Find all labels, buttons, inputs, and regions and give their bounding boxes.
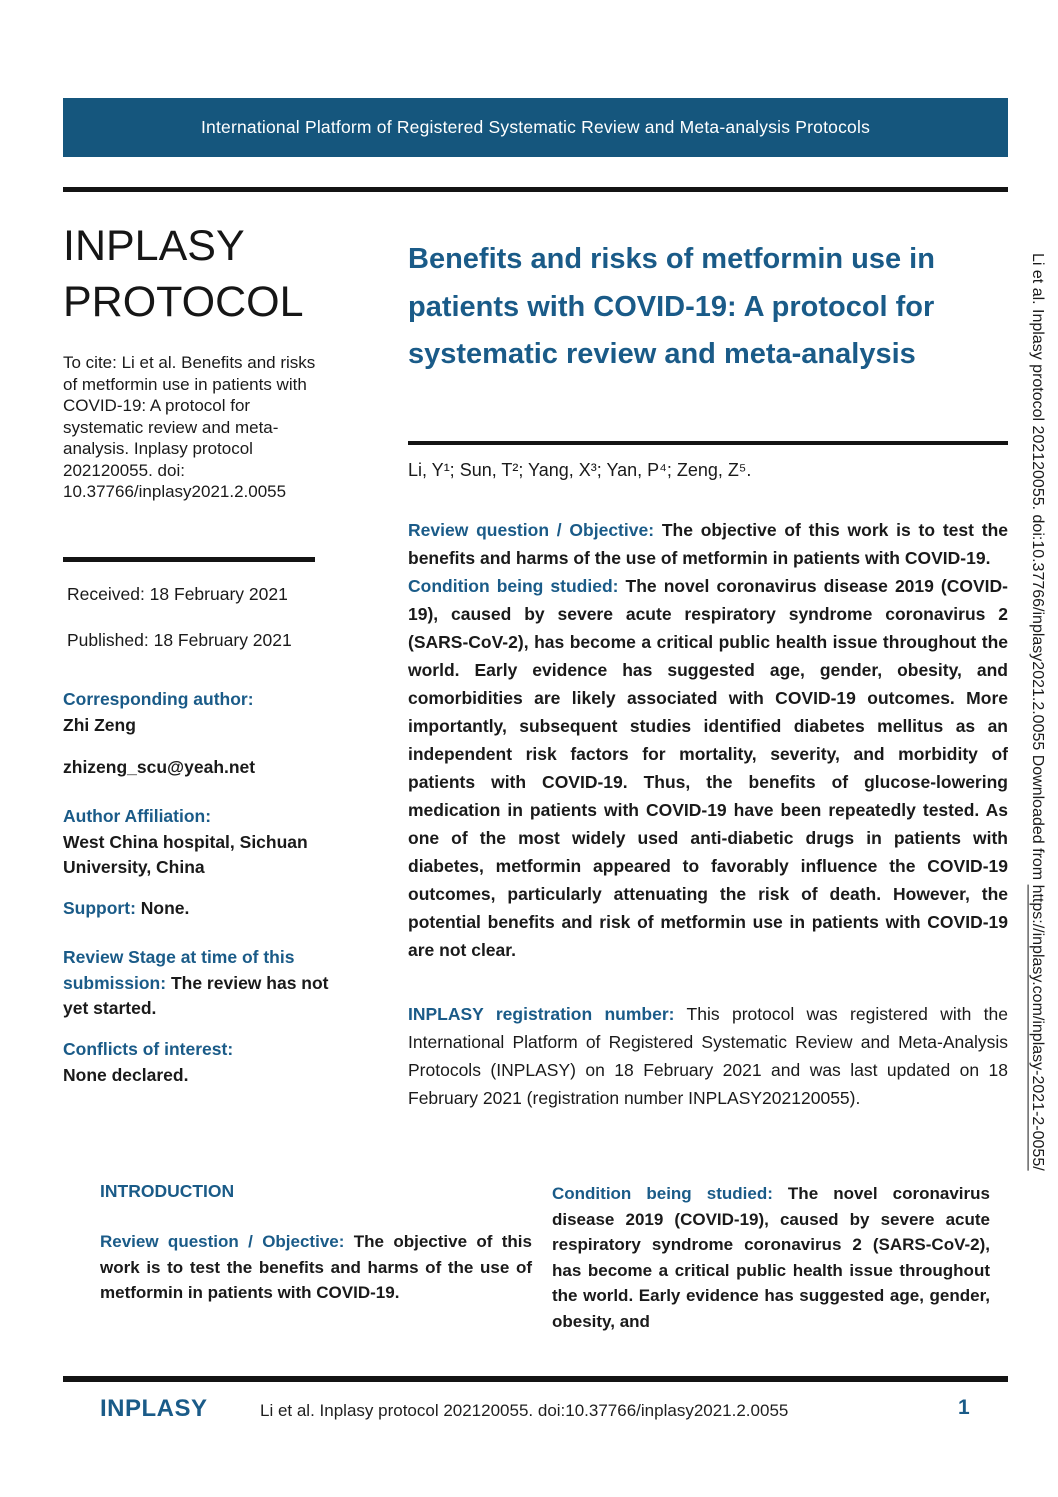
support-value: None. xyxy=(140,898,190,918)
introduction-column-left xyxy=(100,1181,532,1306)
introduction-column-right xyxy=(552,1181,990,1334)
author-list: Li, Y¹; Sun, T²; Yang, X³; Yan, P⁴; Zeng, Z⁵. xyxy=(408,460,752,480)
support-section xyxy=(63,896,331,922)
vertical-sidebar-link[interactable]: https://inplasy.com/inplasy-2021-2-0055/ xyxy=(1029,884,1046,1171)
affiliation-label: Author Affiliation: xyxy=(63,806,212,826)
introduction-review-question-text: The objective of this work is to test the benefits and harms of the use of metformin in patients with COVID-19. xyxy=(100,1232,532,1302)
page-number: 1 xyxy=(958,1396,970,1419)
review-question-text: The objective of this work is to test the benefits and harms of the use of metformin in patients with COVID-19. xyxy=(408,520,1008,568)
masthead-line1: INPLASY xyxy=(63,222,245,270)
introduction-review-question-label: Review question / Objective: xyxy=(100,1232,345,1251)
conflicts-section xyxy=(63,1037,331,1088)
review-stage-value: The review has not yet started. xyxy=(63,972,329,1018)
vertical-sidebar xyxy=(1020,253,1046,1363)
citation-note: To cite: Li et al. Benefits and risks of metformin use in patients with COVID-19: A protocol for systematic review and meta-analysis. Inplasy protocol 202120055. doi: 10.37766/inplasy2021.2.0055 xyxy=(63,353,316,501)
footer-citation: Li et al. Inplasy protocol 202120055. doi:10.37766/inplasy2021.2.0055 xyxy=(260,1401,789,1420)
journal-banner-text: International Platform of Registered Systematic Review and Meta-analysis Protocols xyxy=(200,117,871,137)
introduction-heading: INTRODUCTION xyxy=(100,1181,235,1201)
introduction-condition xyxy=(552,1181,990,1334)
registration-text: This protocol was registered with the International Platform of Registered Systematic Review and Meta-Analysis Protocols (INPLASY) on 18 February 2021 and was last updated on 18 February 2021 (registration number INPLASY202120055). xyxy=(408,1004,1008,1108)
left-column-divider xyxy=(63,557,315,562)
review-stage-label: Review Stage at time of this submission: xyxy=(63,947,295,993)
abstract-body xyxy=(408,516,1008,1112)
date-block xyxy=(67,584,333,676)
footer-brand: INPLASY xyxy=(100,1395,208,1422)
condition-text: The novel coronavirus disease 2019 (COVID-19), caused by severe acute respiratory syndrome coronavirus 2 (SARS-CoV-2), has become a critical public health issue throughout the world. Early evidence has suggested age, gender, obesity, and comorbidities are likely associated with COVID-19 outcomes. More importantly, subsequent studies identified diabetes mellitus as an independent risk factors for mortality, severity, and morbidity of patients with COVID-19. Thus, the benefits of glucose-lowering medication in patients with COVID-19 have been repeatedly tested. As one of the most widely used anti-diabetic drugs in patients with diabetes, metformin appeared to favorably influence the COVID-19 outcomes, particularly attenuating the risk of death. However, the potential benefits and risk of metformin use in patients with COVID-19 are not clear. xyxy=(408,576,1009,960)
top-divider xyxy=(63,187,1008,192)
received-date: Received: 18 February 2021 xyxy=(67,584,288,604)
review-question-label: Review question / Objective: xyxy=(408,520,655,540)
corresponding-author-section xyxy=(63,687,331,738)
corresponding-author-name: Zhi Zeng xyxy=(63,714,136,735)
introduction-review-question xyxy=(100,1229,532,1306)
registration-paragraph xyxy=(408,1000,1008,1112)
masthead-line2: PROTOCOL xyxy=(63,278,304,326)
review-stage-section xyxy=(63,945,331,1022)
affiliation-section xyxy=(63,804,331,881)
published-date: Published: 18 February 2021 xyxy=(67,630,292,650)
conflicts-value: None declared. xyxy=(63,1064,189,1085)
corresponding-author-label: Corresponding author: xyxy=(63,689,254,709)
article-title: Benefits and risks of metformin use in patients with COVID-19: A protocol for systematic review and meta-analysis xyxy=(408,243,935,370)
author-email: zhizeng_scu@yeah.net xyxy=(63,757,256,777)
conflicts-label: Conflicts of interest: xyxy=(63,1039,234,1059)
masthead xyxy=(63,218,363,330)
support-label: Support: xyxy=(63,898,136,918)
journal-banner xyxy=(63,98,1008,157)
introduction-condition-label: Condition being studied: xyxy=(552,1184,773,1203)
review-question-paragraph xyxy=(408,516,1008,572)
condition-paragraph xyxy=(408,572,1008,964)
footer-divider xyxy=(63,1376,1008,1382)
title-divider xyxy=(408,441,1008,445)
condition-label: Condition being studied: xyxy=(408,576,619,596)
registration-label: INPLASY registration number: xyxy=(408,1004,675,1024)
vertical-sidebar-text: Li et al. Inplasy protocol 202120055. doi:10.37766/inplasy2021.2.0055 Downloaded from xyxy=(1029,253,1046,881)
affiliation-value: West China hospital, Sichuan University, China xyxy=(63,831,308,877)
introduction-condition-text: The novel coronavirus disease 2019 (COVID-19), caused by severe acute respiratory syndrome coronavirus 2 (SARS-CoV-2), has become a critical public health issue throughout the world. Early evidence has suggested age, gender, obesity, and xyxy=(552,1184,990,1331)
